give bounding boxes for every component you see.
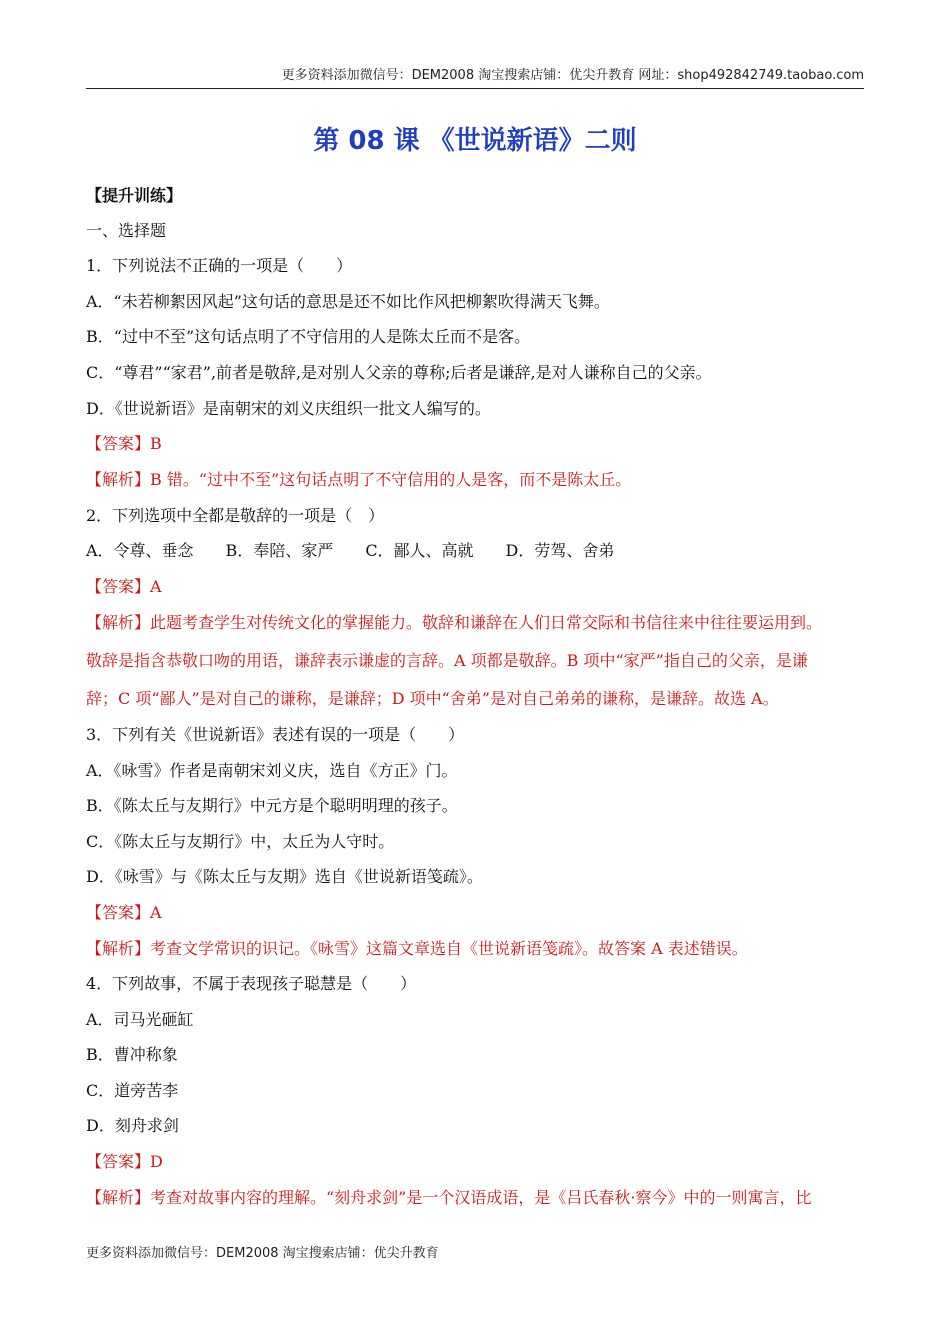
option-4a: A．司马光砸缸: [86, 1010, 194, 1029]
analysis-3: 【解析】考查文学常识的识记。《咏雪》这篇文章选自《世说新语笺疏》。故答案 A 表述错误。: [86, 939, 748, 958]
part-heading: 一、选择题: [86, 221, 167, 240]
option-3c: C．《陈太丘与友期行》中，太丘为人守时。: [86, 832, 395, 851]
option-3d: D．《咏雪》与《陈太丘与友期》选自《世说新语笺疏》。: [86, 867, 483, 886]
page-header: 更多资料添加微信号：DEM2008 淘宝搜索店铺：优尖升教育 网址：shop492842749.taobao.com: [281, 68, 864, 83]
option-4b: B．曹冲称象: [86, 1045, 178, 1064]
question-4: 4．下列故事，不属于表现孩子聪慧是（ ）: [86, 974, 417, 993]
option-4d: D．刻舟求剑: [86, 1116, 179, 1135]
option-4c: C．道旁苦李: [86, 1081, 179, 1100]
page-footer: 更多资料添加微信号：DEM2008 淘宝搜索店铺：优尖升教育: [86, 1246, 439, 1261]
analysis-4: 【解析】考查对故事内容的理解。“刻舟求剑”是一个汉语成语，是《吕氏春秋·察今》中的一则寓言，比: [86, 1188, 812, 1207]
answer-3: 【答案】A: [86, 903, 162, 922]
options-2: A．令尊、垂念 B．奉陪、家严 C．鄙人、高就 D．劳驾、舍弟: [86, 541, 615, 560]
analysis-2-line2: 敬辞是指含恭敬口吻的用语，谦辞表示谦虚的言辞。A 项都是敬辞。B 项中“家严”指自己的父亲，是谦: [86, 651, 808, 670]
analysis-2-line1: 【解析】此题考查学生对传统文化的掌握能力。敬辞和谦辞在人们日常交际和书信往来中往往要运用到。: [86, 613, 823, 632]
option-1d: D．《世说新语》是南朝宋的刘义庆组织一批文人编写的。: [86, 399, 491, 418]
analysis-2-line3: 辞；C 项“鄙人”是对自己的谦称，是谦辞；D 项中“舍弟”是对自己弟弟的谦称，是谦辞。故选 A。: [86, 689, 779, 708]
page-title: 第 08 课 《世说新语》二则: [313, 126, 637, 156]
option-1a: A．“未若柳絮因风起”这句话的意思是还不如比作风把柳絮吹得满天飞舞。: [86, 292, 610, 311]
question-1: 1．下列说法不正确的一项是（ ）: [86, 256, 353, 275]
option-3b: B．《陈太丘与友期行》中元方是个聪明明理的孩子。: [86, 796, 458, 815]
option-1b: B．“过中不至”这句话点明了不守信用的人是陈太丘而不是客。: [86, 327, 531, 346]
option-1c: C．“尊君”“家君”,前者是敬辞,是对别人父亲的尊称;后者是谦辞,是对人谦称自己的父亲。: [86, 363, 712, 382]
option-3a: A．《咏雪》作者是南朝宋刘义庆，选自《方正》门。: [86, 761, 458, 780]
answer-4: 【答案】D: [86, 1152, 163, 1171]
answer-2: 【答案】A: [86, 577, 162, 596]
section-heading: 【提升训练】: [86, 186, 183, 205]
answer-1: 【答案】B: [86, 434, 162, 453]
question-2: 2．下列选项中全都是敬辞的一项是（ ）: [86, 506, 385, 525]
question-3: 3．下列有关《世说新语》表述有误的一项是（ ）: [86, 725, 465, 744]
header-divider: [86, 88, 864, 89]
analysis-1: 【解析】B 错。“过中不至”这句话点明了不守信用的人是客，而不是陈太丘。: [86, 470, 632, 489]
